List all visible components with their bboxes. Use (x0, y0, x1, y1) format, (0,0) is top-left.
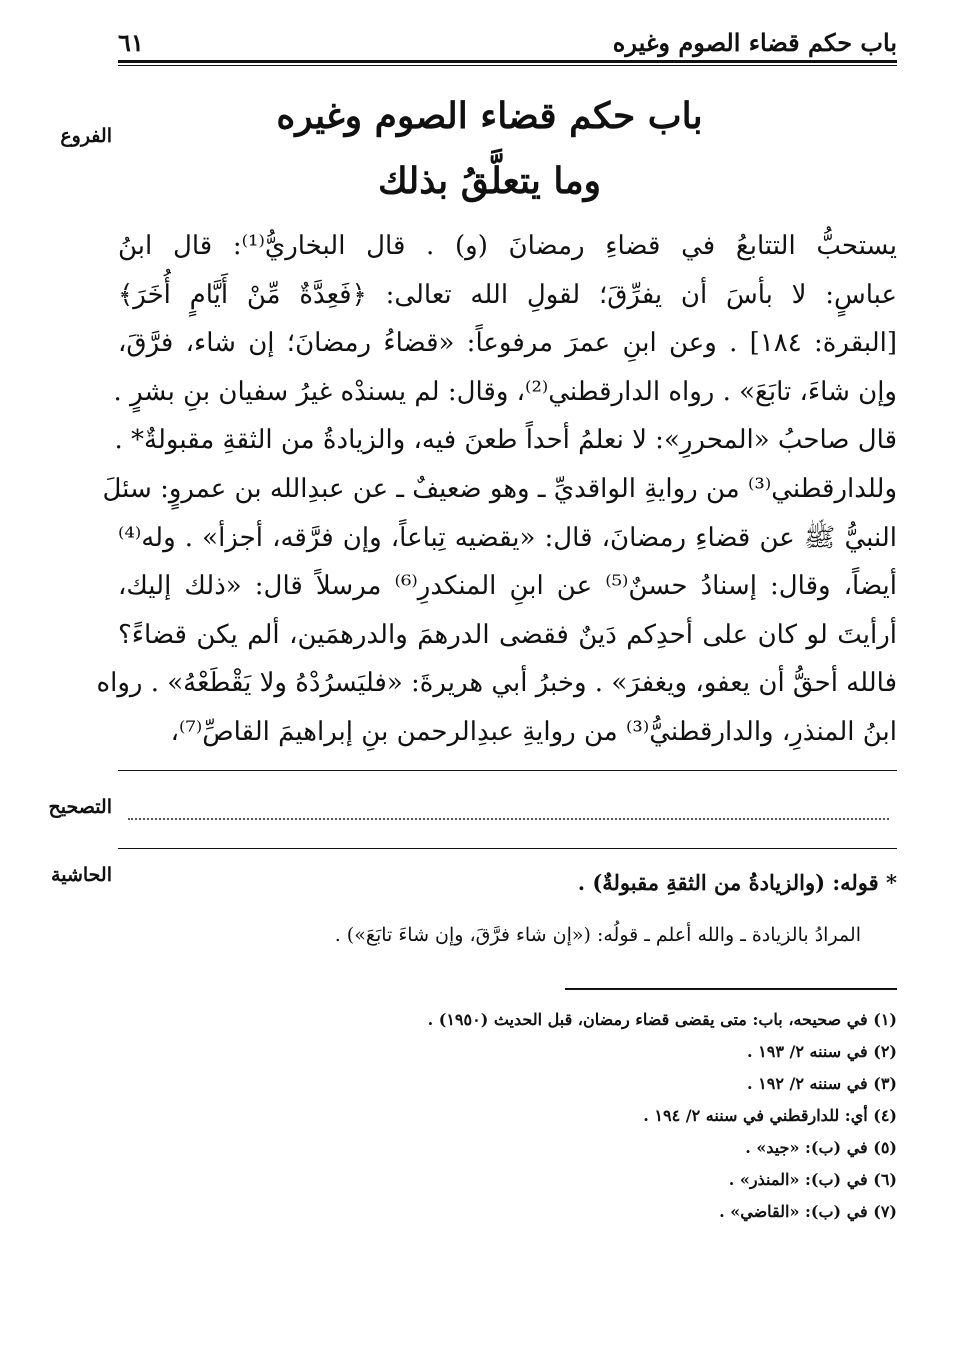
margin-label-furu: الفروع (60, 125, 112, 147)
chapter-title: باب حكم قضاء الصوم وغيره (276, 95, 703, 137)
footnote: (٣) في سننه ٢/ ١٩٢ . (746, 1074, 897, 1093)
body-line: يستحبُّ التتابعُ في قضاءِ رمضانَ (و) . قال البخاريُّ⁽¹⁾: قال ابنُ (118, 231, 897, 261)
body-line: فالله أحقُّ أن يعفو، ويغفرَ» . وخبرُ أبي هريرةَ: «فليَسرُدْهُ ولا يَقْطَعْهُ» . رواه (96, 668, 897, 699)
gloss-heading: * قوله: (والزيادةُ من الثقةِ مقبولةٌ) . (577, 870, 897, 895)
header-rule-thin (118, 65, 897, 66)
running-head (118, 22, 897, 62)
main-text (96, 222, 897, 757)
footnote: (٦) في (ب): «المنذر» . (728, 1170, 897, 1189)
page-number: ٦١ (118, 28, 144, 57)
body-end-rule (118, 770, 897, 771)
body-line: أيضاً، وقال: إسنادُ حسنٌ⁽⁵⁾ عن ابنِ المنكدرِ⁽⁶⁾ مرسلاً قال: «ذلك إليك، (118, 571, 897, 602)
body-line: عباسٍ: لا بأسَ أن يفرِّقَ؛ لقولِ الله تعالى: ﴿فَعِدَّةٌ مِّنْ أَيَّامٍ أُخَرَ﴾ (118, 279, 897, 310)
hashiya-rule (118, 848, 897, 849)
footnote: (١) في صحيحه، باب: متى يقضى قضاء رمضان، قبل الحديث (١٩٥٠) . (427, 1010, 897, 1029)
footnote: (٥) في (ب): «جيد» . (745, 1138, 897, 1157)
body-line: ابنُ المنذرِ، والدارقطنيُّ⁽³⁾ من روايةِ عبدِالرحمن بنِ إبراهيمَ القاصِّ⁽⁷⁾، (170, 716, 897, 747)
footnote: (٢) في سننه ٢/ ١٩٣ . (746, 1042, 897, 1061)
body-line: النبيُّ ﷺ عن قضاءِ رمضانَ، قال: «يقضيه تِباعاً، وإن فرَّقه، أجزأ» . وله⁽⁴⁾ (118, 522, 897, 553)
header-rule (118, 60, 897, 63)
body-line: وللدارقطني⁽³⁾ من روايةِ الواقديِّ ـ وهو ضعيفٌ ـ عن عبدِالله بن عمروٍ: سئلَ (102, 473, 897, 504)
body-line: [البقرة: ١٨٤] . وعن ابنِ عمرَ مرفوعاً: «قضاءُ رمضانَ؛ إن شاء، فرَّقَ، (118, 328, 897, 359)
footnote-rule (565, 988, 897, 990)
body-line: أرأيتَ لو كان على أحدِكم دَينٌ فقضى الدرهمَ والدرهمَين، ألم يكن قضاءً؟ (118, 619, 897, 650)
running-title: باب حكم قضاء الصوم وغيره (612, 28, 897, 57)
margin-label-hashiya: الحاشية (51, 864, 112, 886)
footnote: (٤) أي: للدارقطني في سننه ٢/ ١٩٤ . (643, 1106, 897, 1125)
gloss-text: المرادُ بالزيادة ـ والله أعلم ـ قولُه: («إن شاء فرَّقَ، وإن شاءَ تابَعَ») . (334, 924, 861, 946)
margin-label-tashih: التصحيح (48, 796, 112, 818)
footnote: (٧) في (ب): «القاضي» . (719, 1202, 897, 1221)
tashih-dotted-line (128, 818, 889, 820)
chapter-subtitle: وما يتعلَّقُ بذلك (377, 160, 602, 202)
body-line: وإن شاءَ، تابَعَ» . رواه الدارقطني⁽²⁾، وقال: لم يسندْه غيرُ سفيان بنِ بشرٍ . (113, 376, 897, 407)
footnotes (428, 1004, 897, 1228)
body-line: قال صاحبُ «المحررِ»: لا نعلمُ أحداً طعنَ فيه، والزيادةُ من الثقةِ مقبولةٌ* . (114, 425, 897, 456)
